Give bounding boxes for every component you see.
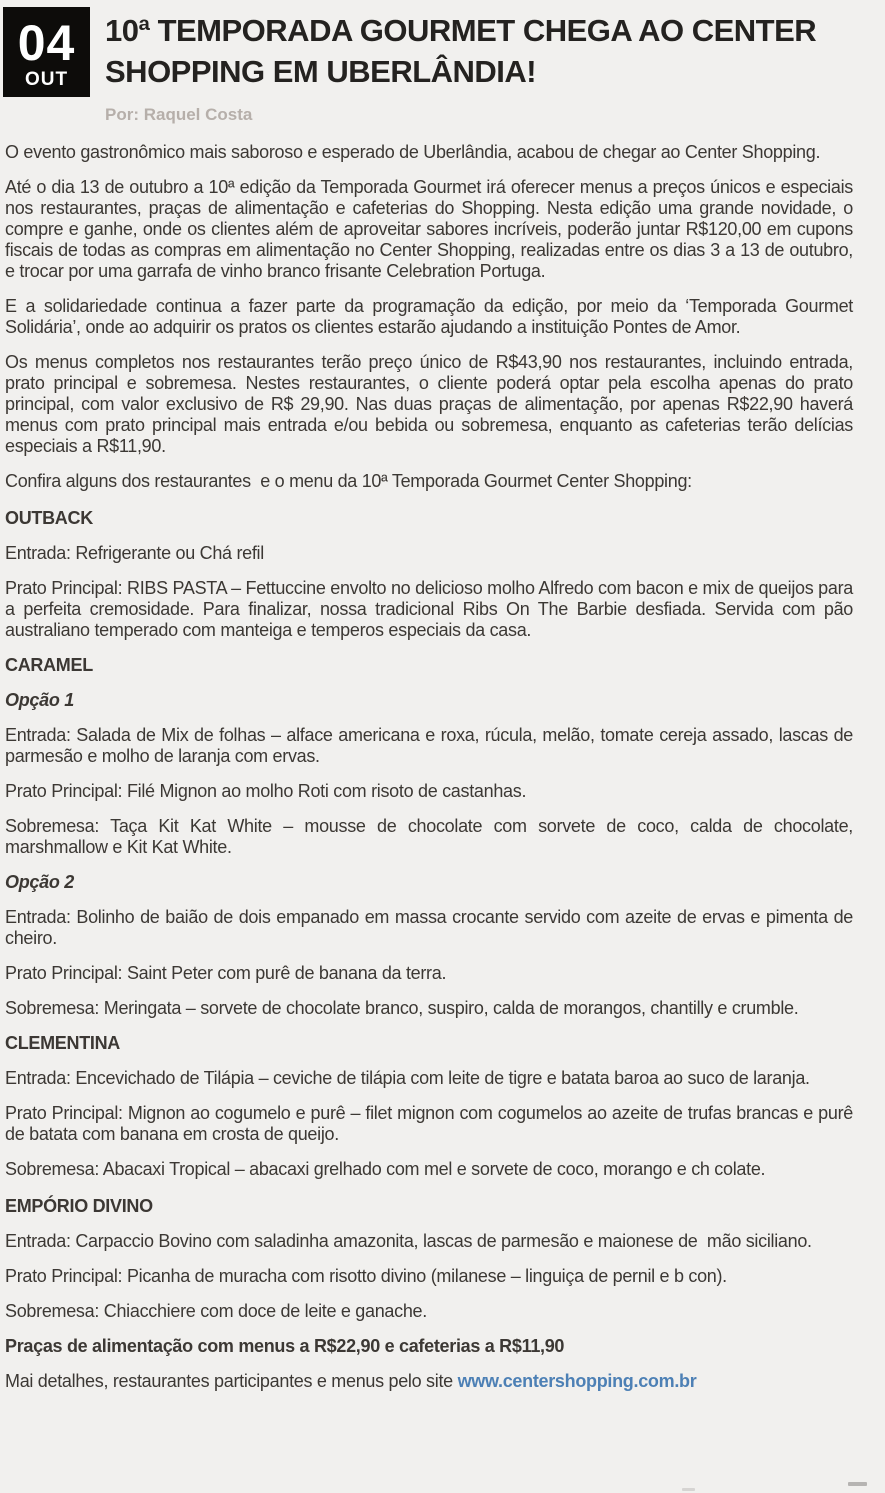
article-paragraph: Prato Principal: Picanha de muracha com risotto divino (milanese – linguiça de pernil e b con). <box>5 1266 727 1286</box>
article-paragraph: Entrada: Encevichado de Tilápia – ceviche de tilápia com leite de tigre e batata baroa ao suco de laranja. <box>5 1068 810 1088</box>
article-paragraph: Sobremesa: Taça Kit Kat White – mousse de chocolate com sorvete de coco, calda de chocolate, marshmallow e Kit Kat White. <box>5 816 858 857</box>
article-paragraph: Sobremesa: Chiacchiere com doce de leite e ganache. <box>5 1301 427 1321</box>
centershopping-link[interactable]: www.centershopping.com.br <box>457 1371 697 1391</box>
article-paragraph: Prato Principal: Saint Peter com purê de banana da terra. <box>5 963 447 983</box>
restaurant-heading: CARAMEL <box>5 655 93 675</box>
article-paragraph: Sobremesa: Meringata – sorvete de chocolate branco, suspiro, calda de morangos, chantilly e crumble. <box>5 998 799 1018</box>
details-text: Mai detalhes, restaurantes participantes e menus pelo site <box>5 1371 458 1391</box>
details-line <box>5 1371 853 1392</box>
highlight-line: Praças de alimentação com menus a R$22,90 e cafeterias a R$11,90 <box>5 1336 565 1356</box>
option-label: Opção 1 <box>5 690 74 710</box>
article-body <box>0 142 885 1392</box>
article-paragraph: O evento gastronômico mais saboroso e esperado de Uberlândia, acabou de chegar ao Center Shopping. <box>5 142 821 162</box>
article-paragraph: Prato Principal: RIBS PASTA – Fettuccine envolto no delicioso molho Alfredo com bacon e mix de queijos para a perfeita cremosidade. Para finalizar, nossa tradicional Ribs On The Barbie desfiada. Servida com pão australiano temperado com manteiga e temperos especiais da casa. <box>5 578 858 640</box>
article-paragraph: Prato Principal: Mignon ao cogumelo e purê – filet mignon com cogumelos ao azeite de trufas brancas e purê de batata com banana em crosta de queijo. <box>5 1103 858 1144</box>
date-badge <box>3 7 90 97</box>
post-author: Por: Raquel Costa <box>105 105 253 124</box>
article-paragraph: Os menus completos nos restaurantes terão preço único de R$43,90 nos restaurantes, incluindo entrada, prato principal e sobremesa. Nestes restaurantes, o cliente poderá optar pela escolha apenas do prato principal, com valor exclusivo de R$ 29,90. Nas duas praças de alimentação, por apenas R$22,90 haverá menus com prato principal mais entrada e/ou bebida ou sobremesa, enquanto as cafeterias terão delícias especiais a R$11,90. <box>5 352 858 456</box>
restaurant-heading: EMPÓRIO DIVINO <box>5 1196 153 1216</box>
article-paragraph: Entrada: Carpaccio Bovino com saladinha amazonita, lascas de parmesão e maionese de mão siciliano. <box>5 1231 812 1251</box>
article-paragraph: E a solidariedade continua a fazer parte da programação da edição, por meio da ‘Temporada Gourmet Solidária’, onde ao adquirir os pratos os clientes estarão ajudando a instituição Pontes de Amor. <box>5 296 858 337</box>
article-paragraph: Confira alguns dos restaurantes e o menu da 10ª Temporada Gourmet Center Shopping: <box>5 471 692 491</box>
restaurant-heading: OUTBACK <box>5 508 93 528</box>
date-badge-day: 04 <box>17 15 76 71</box>
article-paragraph: Entrada: Bolinho de baião de dois empanado em massa crocante servido com azeite de ervas e pimenta de cheiro. <box>5 907 858 948</box>
restaurant-heading: CLEMENTINA <box>5 1033 120 1053</box>
article-paragraph: Até o dia 13 de outubro a 10ª edição da Temporada Gourmet irá oferecer menus a preços únicos e especiais nos restaurantes, praças de alimentação e cafeterias do Shopping. Nesta edição uma grande novidade, o compre e ganhe, onde os clientes além de aproveitar sabores incríveis, poderão juntar R$120,00 em cupons fiscais de todas as compras em alimentação no Center Shopping, realizadas entre os dias 3 a 13 de outubro, e trocar por uma garrafa de vinho branco frisante Celebration Portuga. <box>5 177 858 281</box>
date-badge-month: OUT <box>24 69 69 90</box>
post-title: 10ª TEMPORADA GOURMET CHEGA AO CENTER SHOPPING EM UBERLÂNDIA! <box>105 13 817 89</box>
stray-mark-2 <box>848 1482 867 1486</box>
option-label: Opção 2 <box>5 872 74 892</box>
article-paragraph: Sobremesa: Abacaxi Tropical – abacaxi grelhado com mel e sorvete de coco, morango e ch colate. <box>5 1159 766 1179</box>
article-paragraph: Prato Principal: Filé Mignon ao molho Roti com risoto de castanhas. <box>5 781 527 801</box>
stray-mark-1 <box>682 1488 695 1491</box>
article-paragraph: Entrada: Refrigerante ou Chá refil <box>5 543 264 563</box>
post-header <box>0 0 885 128</box>
article-paragraph: Entrada: Salada de Mix de folhas – alface americana e roxa, rúcula, melão, tomate cereja assado, lascas de parmesão e molho de laranja com ervas. <box>5 725 858 766</box>
